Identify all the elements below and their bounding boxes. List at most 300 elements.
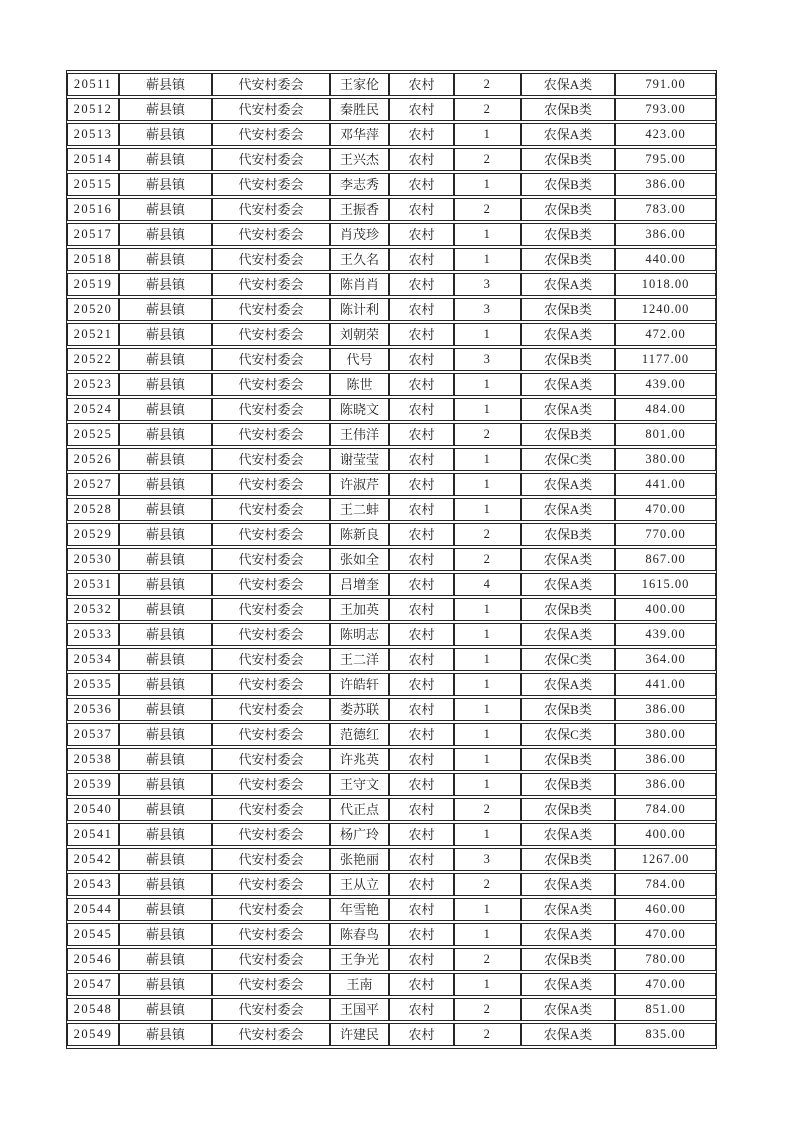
- cell-record-id: 20547: [67, 973, 119, 996]
- cell-person-count: 3: [454, 298, 521, 321]
- cell-town: 蕲县镇: [119, 448, 212, 471]
- cell-village: 代安村委会: [212, 323, 330, 346]
- cell-person-count: 2: [454, 1023, 521, 1046]
- table-row: [67, 473, 716, 496]
- table-row: [67, 198, 716, 221]
- cell-residence-type: 农村: [389, 173, 454, 196]
- cell-amount: 1267.00: [615, 848, 716, 871]
- cell-record-id: 20534: [67, 648, 119, 671]
- cell-village: 代安村委会: [212, 223, 330, 246]
- cell-person-count: 2: [454, 523, 521, 546]
- cell-town: 蕲县镇: [119, 898, 212, 921]
- cell-residence-type: 农村: [389, 973, 454, 996]
- cell-residence-type: 农村: [389, 673, 454, 696]
- cell-village: 代安村委会: [212, 73, 330, 96]
- cell-person-name: 年雪艳: [330, 898, 389, 921]
- cell-amount: 400.00: [615, 598, 716, 621]
- cell-amount: 851.00: [615, 998, 716, 1021]
- cell-insurance-category: 农保B类: [521, 773, 615, 796]
- cell-town: 蕲县镇: [119, 473, 212, 496]
- cell-person-name: 李志秀: [330, 173, 389, 196]
- cell-insurance-category: 农保A类: [521, 823, 615, 846]
- cell-person-name: 陈肖肖: [330, 273, 389, 296]
- cell-amount: 386.00: [615, 773, 716, 796]
- table-row: [67, 548, 716, 571]
- cell-village: 代安村委会: [212, 998, 330, 1021]
- cell-person-count: 2: [454, 73, 521, 96]
- cell-village: 代安村委会: [212, 423, 330, 446]
- cell-town: 蕲县镇: [119, 523, 212, 546]
- cell-record-id: 20545: [67, 923, 119, 946]
- cell-person-count: 1: [454, 748, 521, 771]
- cell-village: 代安村委会: [212, 473, 330, 496]
- cell-person-name: 许淑芹: [330, 473, 389, 496]
- table-row: [67, 323, 716, 346]
- cell-amount: 386.00: [615, 698, 716, 721]
- cell-insurance-category: 农保B类: [521, 748, 615, 771]
- table-row: [67, 1023, 716, 1046]
- cell-village: 代安村委会: [212, 623, 330, 646]
- table-row: [67, 748, 716, 771]
- table-row: [67, 348, 716, 371]
- cell-person-count: 1: [454, 473, 521, 496]
- cell-insurance-category: 农保B类: [521, 98, 615, 121]
- cell-person-count: 2: [454, 548, 521, 571]
- cell-insurance-category: 农保A类: [521, 323, 615, 346]
- cell-village: 代安村委会: [212, 823, 330, 846]
- cell-person-name: 陈明志: [330, 623, 389, 646]
- table-row: [67, 523, 716, 546]
- cell-record-id: 20544: [67, 898, 119, 921]
- cell-record-id: 20524: [67, 398, 119, 421]
- table-row: [67, 498, 716, 521]
- cell-village: 代安村委会: [212, 723, 330, 746]
- cell-residence-type: 农村: [389, 198, 454, 221]
- cell-residence-type: 农村: [389, 823, 454, 846]
- cell-person-count: 1: [454, 673, 521, 696]
- cell-town: 蕲县镇: [119, 123, 212, 146]
- cell-amount: 784.00: [615, 798, 716, 821]
- cell-person-name: 刘朝荣: [330, 323, 389, 346]
- cell-residence-type: 农村: [389, 498, 454, 521]
- cell-village: 代安村委会: [212, 1023, 330, 1046]
- cell-person-name: 王从立: [330, 873, 389, 896]
- cell-residence-type: 农村: [389, 623, 454, 646]
- table-row: [67, 998, 716, 1021]
- cell-town: 蕲县镇: [119, 823, 212, 846]
- cell-amount: 386.00: [615, 173, 716, 196]
- cell-person-name: 杨广玲: [330, 823, 389, 846]
- cell-person-name: 王国平: [330, 998, 389, 1021]
- cell-insurance-category: 农保B类: [521, 348, 615, 371]
- cell-insurance-category: 农保A类: [521, 273, 615, 296]
- cell-town: 蕲县镇: [119, 648, 212, 671]
- cell-record-id: 20539: [67, 773, 119, 796]
- cell-town: 蕲县镇: [119, 798, 212, 821]
- cell-record-id: 20543: [67, 873, 119, 896]
- cell-record-id: 20531: [67, 573, 119, 596]
- cell-residence-type: 农村: [389, 598, 454, 621]
- cell-village: 代安村委会: [212, 148, 330, 171]
- cell-person-count: 2: [454, 798, 521, 821]
- cell-village: 代安村委会: [212, 298, 330, 321]
- cell-person-name: 范德红: [330, 723, 389, 746]
- cell-person-count: 2: [454, 148, 521, 171]
- table-row: [67, 598, 716, 621]
- cell-residence-type: 农村: [389, 923, 454, 946]
- cell-residence-type: 农村: [389, 873, 454, 896]
- cell-insurance-category: 农保C类: [521, 723, 615, 746]
- cell-insurance-category: 农保B类: [521, 198, 615, 221]
- cell-village: 代安村委会: [212, 648, 330, 671]
- cell-insurance-category: 农保A类: [521, 398, 615, 421]
- cell-record-id: 20515: [67, 173, 119, 196]
- table-row: [67, 123, 716, 146]
- cell-amount: 1240.00: [615, 298, 716, 321]
- cell-village: 代安村委会: [212, 448, 330, 471]
- cell-insurance-category: 农保B类: [521, 698, 615, 721]
- cell-residence-type: 农村: [389, 898, 454, 921]
- cell-insurance-category: 农保A类: [521, 73, 615, 96]
- cell-person-name: 陈晓文: [330, 398, 389, 421]
- cell-village: 代安村委会: [212, 673, 330, 696]
- cell-amount: 440.00: [615, 248, 716, 271]
- cell-insurance-category: 农保A类: [521, 898, 615, 921]
- cell-person-name: 王争光: [330, 948, 389, 971]
- cell-residence-type: 农村: [389, 548, 454, 571]
- cell-person-name: 吕增奎: [330, 573, 389, 596]
- table-row: [67, 673, 716, 696]
- cell-person-name: 王南: [330, 973, 389, 996]
- table-row: [67, 423, 716, 446]
- cell-village: 代安村委会: [212, 873, 330, 896]
- cell-record-id: 20537: [67, 723, 119, 746]
- cell-person-name: 王久名: [330, 248, 389, 271]
- cell-amount: 791.00: [615, 73, 716, 96]
- cell-amount: 784.00: [615, 873, 716, 896]
- cell-insurance-category: 农保B类: [521, 948, 615, 971]
- cell-record-id: 20521: [67, 323, 119, 346]
- cell-person-name: 王振香: [330, 198, 389, 221]
- cell-record-id: 20529: [67, 523, 119, 546]
- cell-person-name: 谢莹莹: [330, 448, 389, 471]
- cell-village: 代安村委会: [212, 698, 330, 721]
- cell-person-count: 1: [454, 973, 521, 996]
- table-row: [67, 948, 716, 971]
- table-row: [67, 573, 716, 596]
- cell-person-name: 肖茂珍: [330, 223, 389, 246]
- cell-insurance-category: 农保B类: [521, 523, 615, 546]
- cell-village: 代安村委会: [212, 748, 330, 771]
- table-row: [67, 73, 716, 96]
- cell-village: 代安村委会: [212, 123, 330, 146]
- cell-record-id: 20511: [67, 73, 119, 96]
- cell-insurance-category: 农保A类: [521, 373, 615, 396]
- cell-town: 蕲县镇: [119, 698, 212, 721]
- cell-insurance-category: 农保A类: [521, 973, 615, 996]
- cell-amount: 835.00: [615, 1023, 716, 1046]
- cell-residence-type: 农村: [389, 298, 454, 321]
- cell-person-name: 王二蚌: [330, 498, 389, 521]
- cell-person-name: 王兴杰: [330, 148, 389, 171]
- cell-insurance-category: 农保A类: [521, 923, 615, 946]
- cell-insurance-category: 农保B类: [521, 248, 615, 271]
- cell-insurance-category: 农保B类: [521, 848, 615, 871]
- cell-person-count: 2: [454, 98, 521, 121]
- cell-town: 蕲县镇: [119, 348, 212, 371]
- cell-record-id: 20548: [67, 998, 119, 1021]
- cell-record-id: 20519: [67, 273, 119, 296]
- cell-town: 蕲县镇: [119, 623, 212, 646]
- cell-person-count: 1: [454, 123, 521, 146]
- cell-insurance-category: 农保B类: [521, 148, 615, 171]
- cell-person-count: 2: [454, 873, 521, 896]
- cell-insurance-category: 农保A类: [521, 573, 615, 596]
- cell-amount: 400.00: [615, 823, 716, 846]
- cell-insurance-category: 农保A类: [521, 998, 615, 1021]
- cell-amount: 867.00: [615, 548, 716, 571]
- cell-amount: 380.00: [615, 723, 716, 746]
- cell-amount: 470.00: [615, 973, 716, 996]
- cell-residence-type: 农村: [389, 848, 454, 871]
- cell-amount: 380.00: [615, 448, 716, 471]
- cell-record-id: 20532: [67, 598, 119, 621]
- table-row: [67, 173, 716, 196]
- cell-person-count: 1: [454, 898, 521, 921]
- cell-insurance-category: 农保C类: [521, 648, 615, 671]
- cell-amount: 439.00: [615, 623, 716, 646]
- cell-person-count: 1: [454, 173, 521, 196]
- cell-village: 代安村委会: [212, 173, 330, 196]
- cell-person-name: 张艳丽: [330, 848, 389, 871]
- cell-record-id: 20533: [67, 623, 119, 646]
- cell-amount: 460.00: [615, 898, 716, 921]
- cell-town: 蕲县镇: [119, 248, 212, 271]
- cell-residence-type: 农村: [389, 998, 454, 1021]
- cell-residence-type: 农村: [389, 373, 454, 396]
- cell-person-name: 娄苏联: [330, 698, 389, 721]
- cell-amount: 801.00: [615, 423, 716, 446]
- cell-record-id: 20513: [67, 123, 119, 146]
- cell-person-name: 张如全: [330, 548, 389, 571]
- cell-person-count: 1: [454, 448, 521, 471]
- cell-person-name: 王伟洋: [330, 423, 389, 446]
- cell-amount: 364.00: [615, 648, 716, 671]
- cell-town: 蕲县镇: [119, 173, 212, 196]
- cell-town: 蕲县镇: [119, 148, 212, 171]
- cell-record-id: 20546: [67, 948, 119, 971]
- cell-insurance-category: 农保B类: [521, 223, 615, 246]
- cell-residence-type: 农村: [389, 573, 454, 596]
- cell-insurance-category: 农保A类: [521, 623, 615, 646]
- cell-person-name: 代号: [330, 348, 389, 371]
- cell-person-count: 1: [454, 248, 521, 271]
- cell-residence-type: 农村: [389, 773, 454, 796]
- cell-record-id: 20542: [67, 848, 119, 871]
- cell-person-count: 1: [454, 648, 521, 671]
- cell-residence-type: 农村: [389, 398, 454, 421]
- cell-person-name: 代正点: [330, 798, 389, 821]
- cell-amount: 1018.00: [615, 273, 716, 296]
- cell-person-count: 1: [454, 623, 521, 646]
- cell-amount: 470.00: [615, 498, 716, 521]
- cell-person-count: 1: [454, 823, 521, 846]
- cell-residence-type: 农村: [389, 698, 454, 721]
- table-row: [67, 698, 716, 721]
- cell-town: 蕲县镇: [119, 998, 212, 1021]
- cell-town: 蕲县镇: [119, 673, 212, 696]
- cell-town: 蕲县镇: [119, 848, 212, 871]
- cell-record-id: 20514: [67, 148, 119, 171]
- cell-person-count: 1: [454, 698, 521, 721]
- cell-village: 代安村委会: [212, 573, 330, 596]
- cell-insurance-category: 农保A类: [521, 498, 615, 521]
- cell-residence-type: 农村: [389, 323, 454, 346]
- cell-person-count: 1: [454, 498, 521, 521]
- cell-village: 代安村委会: [212, 198, 330, 221]
- cell-record-id: 20522: [67, 348, 119, 371]
- cell-person-name: 秦胜民: [330, 98, 389, 121]
- cell-person-count: 2: [454, 198, 521, 221]
- cell-village: 代安村委会: [212, 948, 330, 971]
- cell-village: 代安村委会: [212, 898, 330, 921]
- cell-insurance-category: 农保A类: [521, 673, 615, 696]
- cell-person-name: 王加英: [330, 598, 389, 621]
- cell-record-id: 20540: [67, 798, 119, 821]
- cell-record-id: 20527: [67, 473, 119, 496]
- cell-amount: 439.00: [615, 373, 716, 396]
- cell-residence-type: 农村: [389, 948, 454, 971]
- cell-record-id: 20512: [67, 98, 119, 121]
- cell-person-count: 1: [454, 598, 521, 621]
- cell-amount: 441.00: [615, 473, 716, 496]
- cell-person-count: 3: [454, 273, 521, 296]
- cell-record-id: 20528: [67, 498, 119, 521]
- cell-person-count: 1: [454, 923, 521, 946]
- table-row: [67, 148, 716, 171]
- table-row: [67, 848, 716, 871]
- cell-record-id: 20525: [67, 423, 119, 446]
- cell-residence-type: 农村: [389, 248, 454, 271]
- cell-town: 蕲县镇: [119, 723, 212, 746]
- cell-insurance-category: 农保A类: [521, 548, 615, 571]
- cell-person-name: 许皓轩: [330, 673, 389, 696]
- table-row: [67, 98, 716, 121]
- cell-village: 代安村委会: [212, 373, 330, 396]
- cell-residence-type: 农村: [389, 523, 454, 546]
- cell-town: 蕲县镇: [119, 1023, 212, 1046]
- cell-person-name: 王二洋: [330, 648, 389, 671]
- cell-insurance-category: 农保A类: [521, 123, 615, 146]
- table-row: [67, 823, 716, 846]
- cell-residence-type: 农村: [389, 123, 454, 146]
- cell-amount: 783.00: [615, 198, 716, 221]
- cell-amount: 780.00: [615, 948, 716, 971]
- cell-amount: 386.00: [615, 748, 716, 771]
- cell-person-name: 陈世: [330, 373, 389, 396]
- cell-town: 蕲县镇: [119, 598, 212, 621]
- cell-residence-type: 农村: [389, 798, 454, 821]
- cell-person-count: 4: [454, 573, 521, 596]
- cell-person-name: 陈春鸟: [330, 923, 389, 946]
- cell-person-count: 3: [454, 348, 521, 371]
- cell-record-id: 20520: [67, 298, 119, 321]
- cell-person-count: 1: [454, 723, 521, 746]
- cell-town: 蕲县镇: [119, 548, 212, 571]
- cell-residence-type: 农村: [389, 648, 454, 671]
- pension-roster-table: [66, 70, 717, 1049]
- cell-residence-type: 农村: [389, 223, 454, 246]
- cell-town: 蕲县镇: [119, 773, 212, 796]
- cell-village: 代安村委会: [212, 523, 330, 546]
- cell-record-id: 20517: [67, 223, 119, 246]
- cell-village: 代安村委会: [212, 348, 330, 371]
- cell-village: 代安村委会: [212, 923, 330, 946]
- cell-person-count: 3: [454, 848, 521, 871]
- cell-amount: 472.00: [615, 323, 716, 346]
- cell-town: 蕲县镇: [119, 873, 212, 896]
- cell-town: 蕲县镇: [119, 198, 212, 221]
- table-row: [67, 773, 716, 796]
- cell-residence-type: 农村: [389, 348, 454, 371]
- cell-person-count: 1: [454, 223, 521, 246]
- table-row: [67, 623, 716, 646]
- table-row: [67, 898, 716, 921]
- cell-amount: 470.00: [615, 923, 716, 946]
- cell-record-id: 20538: [67, 748, 119, 771]
- table-row: [67, 648, 716, 671]
- table-body: [67, 73, 716, 1046]
- cell-person-count: 1: [454, 398, 521, 421]
- cell-town: 蕲县镇: [119, 398, 212, 421]
- cell-insurance-category: 农保C类: [521, 448, 615, 471]
- table-row: [67, 973, 716, 996]
- cell-amount: 1177.00: [615, 348, 716, 371]
- cell-record-id: 20516: [67, 198, 119, 221]
- cell-person-name: 王守文: [330, 773, 389, 796]
- cell-person-name: 王家伦: [330, 73, 389, 96]
- table-row: [67, 923, 716, 946]
- cell-amount: 484.00: [615, 398, 716, 421]
- cell-record-id: 20541: [67, 823, 119, 846]
- table-row: [67, 373, 716, 396]
- table-row: [67, 873, 716, 896]
- cell-town: 蕲县镇: [119, 573, 212, 596]
- cell-residence-type: 农村: [389, 423, 454, 446]
- cell-residence-type: 农村: [389, 748, 454, 771]
- cell-amount: 770.00: [615, 523, 716, 546]
- cell-residence-type: 农村: [389, 273, 454, 296]
- cell-village: 代安村委会: [212, 773, 330, 796]
- table-row: [67, 723, 716, 746]
- cell-record-id: 20530: [67, 548, 119, 571]
- cell-residence-type: 农村: [389, 73, 454, 96]
- table-row: [67, 298, 716, 321]
- cell-amount: 793.00: [615, 98, 716, 121]
- cell-town: 蕲县镇: [119, 748, 212, 771]
- cell-insurance-category: 农保B类: [521, 798, 615, 821]
- cell-village: 代安村委会: [212, 598, 330, 621]
- cell-insurance-category: 农保B类: [521, 423, 615, 446]
- cell-amount: 441.00: [615, 673, 716, 696]
- cell-person-count: 1: [454, 323, 521, 346]
- cell-record-id: 20518: [67, 248, 119, 271]
- table-row: [67, 248, 716, 271]
- cell-town: 蕲县镇: [119, 923, 212, 946]
- cell-town: 蕲县镇: [119, 423, 212, 446]
- cell-record-id: 20523: [67, 373, 119, 396]
- cell-person-name: 陈计利: [330, 298, 389, 321]
